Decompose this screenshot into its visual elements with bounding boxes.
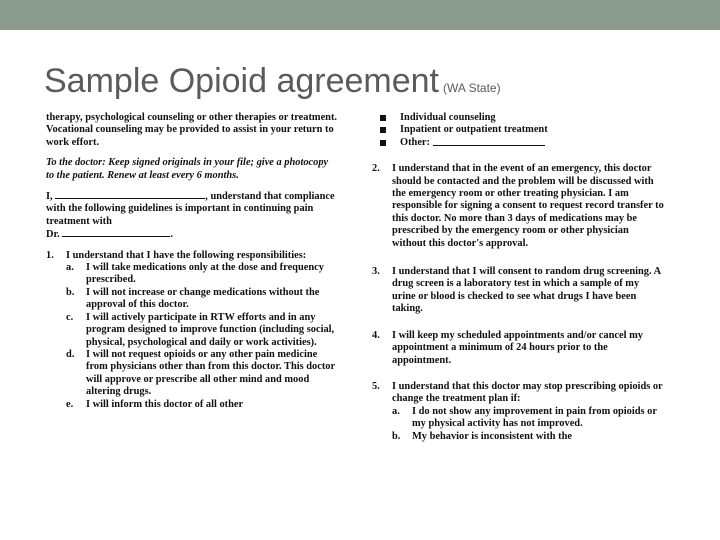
- subitem-e: [46, 399, 338, 411]
- item-4: [372, 330, 664, 367]
- bullet-item: [372, 137, 664, 149]
- patient-name-blank: [55, 190, 205, 199]
- subitem-letter: d.: [66, 348, 75, 360]
- statement-mid: , understand that compliance with the following guidelines is important in continuing pain treatment with: [46, 191, 335, 227]
- document-right-column: [372, 112, 664, 443]
- item-number: 2.: [372, 163, 380, 175]
- statement-end: .: [170, 229, 173, 241]
- subitem-letter: a.: [66, 262, 74, 274]
- subitem-letter: e.: [66, 398, 74, 410]
- subitem-text: I will take medications only at the dose and frequency prescribed.: [86, 262, 324, 286]
- subitem-c: [46, 312, 338, 349]
- subitem-d: [46, 349, 338, 399]
- agreement-document-image: [40, 112, 666, 512]
- doctor-name-blank: [62, 228, 170, 237]
- subitem-letter: b.: [66, 286, 75, 298]
- slide-title-subtitle: (WA State): [443, 81, 501, 95]
- item-text: I understand that I will consent to random drug screening. A drug screen is a laboratory test in which a sample of my urine or blood is checked to see what drugs I have been taking.: [392, 266, 661, 315]
- subitem-text: I will not request opioids or any other pain medicine from physicians other than from this doctor. This doctor will approve or prescribe all other mind and mood altering drugs.: [86, 348, 335, 398]
- item-5: [372, 381, 664, 406]
- square-bullet-icon: [380, 140, 386, 146]
- item-text: I will keep my scheduled appointments and/or cancel my appointment a minimum of 24 hours prior to the appointment.: [392, 329, 643, 366]
- subitem-letter: b.: [392, 430, 401, 442]
- item-text: I understand that in the event of an emergency, this doctor should be contacted and the problem will be discussed with the emergency room or other treating physician. I am responsible for signing a consent to request record transfer to this doctor. No more than 3 days of medications may be prescribed by the emergency room or other physician without this doctor's approval.: [392, 163, 664, 249]
- patient-statement: [46, 190, 338, 242]
- subitem-a: [372, 406, 664, 431]
- bullet-item: [372, 112, 664, 124]
- subitem-text: I will inform this doctor of all other: [86, 398, 244, 410]
- statement-start: I,: [46, 191, 53, 203]
- item-1-text: I understand that I have the following responsibilities:: [66, 249, 307, 261]
- subitem-text: I will actively participate in RTW efforts and in any program designed to improve function (including social, physical, psychological and daily or work activities).: [86, 311, 335, 348]
- item-1-number: 1.: [46, 249, 54, 261]
- bullet-text: Inpatient or outpatient treatment: [400, 124, 548, 136]
- item-number: 5.: [372, 380, 380, 392]
- slide-title: [44, 62, 501, 101]
- item-number: 3.: [372, 266, 380, 278]
- square-bullet-icon: [380, 115, 386, 121]
- statement-dr: Dr.: [46, 229, 60, 241]
- subitem-a: [46, 262, 338, 287]
- subitem-letter: a.: [392, 405, 400, 417]
- subitem-text: I do not show any improvement in pain from opioids or my physical activity has not improved.: [412, 405, 657, 430]
- bullet-text: Individual counseling: [400, 112, 496, 123]
- other-blank: [433, 137, 545, 146]
- item-text: I understand that this doctor may stop prescribing opioids or change the treatment plan if:: [392, 380, 663, 405]
- item-2: [372, 163, 664, 250]
- subitem-text: I will not increase or change medications without the approval of this doctor.: [86, 286, 320, 311]
- item-number: 4.: [372, 329, 380, 341]
- item-1: [46, 250, 338, 262]
- bullet-item: [372, 124, 664, 136]
- bullet-text: Other:: [400, 136, 431, 148]
- doctor-note: To the doctor: Keep signed originals in your file; give a photocopy to the patient. Renew at least every 6 months.: [46, 157, 329, 181]
- item-3: [372, 266, 664, 316]
- subitem-b: [372, 431, 664, 443]
- square-bullet-icon: [380, 127, 386, 133]
- document-left-column: [46, 112, 338, 411]
- slide-title-main: Sample Opioid agreement: [44, 62, 440, 100]
- subitem-letter: c.: [66, 311, 74, 323]
- subitem-b: [46, 287, 338, 312]
- intro-paragraph: therapy, psychological counseling or other therapies or treatment. Vocational counseling may be provided to assist in your return to work effort.: [46, 112, 338, 148]
- subitem-text: My behavior is inconsistent with the: [412, 430, 573, 442]
- slide-top-bar: [0, 0, 720, 30]
